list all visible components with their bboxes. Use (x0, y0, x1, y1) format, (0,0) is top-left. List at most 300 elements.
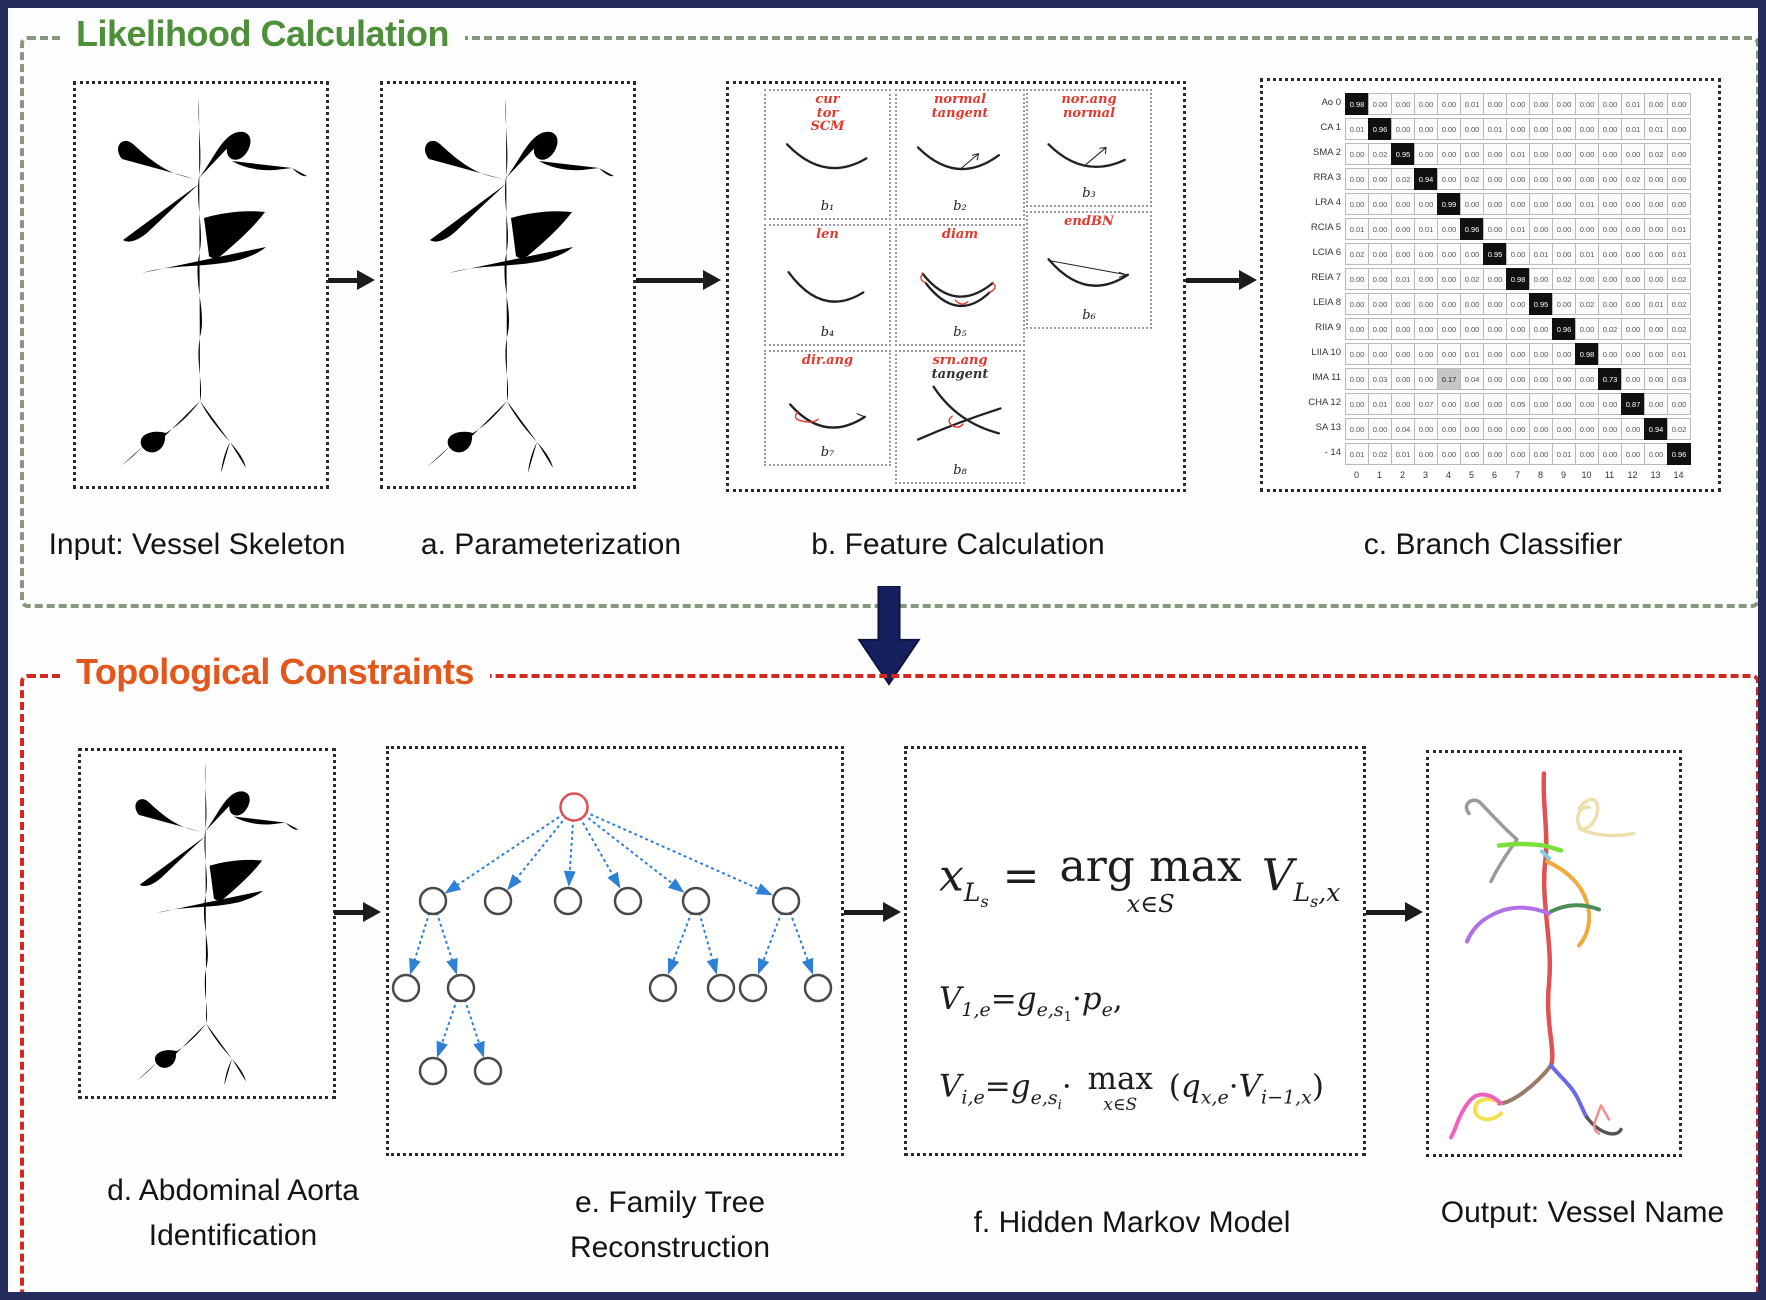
panel-input-vessel-skeleton (73, 81, 329, 489)
matrix-cell: 0.00 (1529, 268, 1553, 290)
matrix-cell: 0.00 (1667, 118, 1691, 140)
matrix-cell: 0.00 (1345, 268, 1369, 290)
matrix-cell: 0.00 (1437, 143, 1461, 165)
matrix-cell: 0.99 (1437, 193, 1461, 215)
matrix-cell: 0.02 (1460, 268, 1484, 290)
matrix-cell: 0.02 (1368, 443, 1392, 465)
matrix-cell: 0.96 (1368, 118, 1392, 140)
matrix-cell: 0.00 (1483, 418, 1507, 440)
matrix-cell: 0.02 (1644, 143, 1668, 165)
matrix-cell: 0.00 (1483, 143, 1507, 165)
matrix-cell: 0.05 (1506, 393, 1530, 415)
matrix-cell: 0.00 (1621, 343, 1645, 365)
matrix-cell: 0.01 (1414, 218, 1438, 240)
matrix-cell: 0.00 (1345, 193, 1369, 215)
matrix-cell: 0.01 (1391, 443, 1415, 465)
matrix-cell: 0.00 (1667, 143, 1691, 165)
feature-label: dir.ang (801, 353, 854, 368)
feature-labels (1028, 215, 1150, 229)
matrix-row (1293, 343, 1690, 365)
matrix-cell: 0.01 (1460, 93, 1484, 115)
matrix-cell: 0.00 (1368, 343, 1392, 365)
matrix-cell: 0.00 (1621, 193, 1645, 215)
feature-panel-caption: b₄ (820, 325, 835, 340)
labeled-vessel-sketch (1429, 753, 1679, 1154)
matrix-column-label: 7 (1514, 470, 1520, 480)
feature-panel-b₂ (895, 89, 1025, 220)
matrix-cell: 0.02 (1345, 243, 1369, 265)
matrix-cell: 0.00 (1621, 368, 1645, 390)
matrix-cell: 0.98 (1506, 268, 1530, 290)
matrix-cell: 0.00 (1345, 318, 1369, 340)
matrix-cell: 0.00 (1391, 193, 1415, 215)
feature-panel-caption: b₅ (953, 325, 967, 340)
matrix-cell: 0.00 (1414, 243, 1438, 265)
matrix-cell: 0.02 (1598, 318, 1622, 340)
matrix-column-label: 1 (1376, 470, 1382, 480)
feature-panel-caption: b₁ (820, 199, 835, 214)
matrix-cell: 0.00 (1529, 393, 1553, 415)
matrix-cell: 0.03 (1368, 368, 1392, 390)
matrix-cell: 0.00 (1414, 318, 1438, 340)
feature-label: tangent (931, 366, 989, 382)
feature-label: len (816, 227, 839, 242)
matrix-cell: 0.00 (1529, 168, 1553, 190)
matrix-cell: 0.00 (1575, 268, 1599, 290)
matrix-cell: 0.02 (1391, 168, 1415, 190)
feature-panel-caption: b₂ (953, 199, 967, 214)
feature-label: tor (816, 105, 839, 121)
matrix-cell: 0.00 (1460, 418, 1484, 440)
matrix-row-label: RRA 3 (1313, 172, 1341, 183)
matrix-column-label: 2 (1399, 470, 1405, 480)
matrix-cell: 0.00 (1575, 368, 1599, 390)
matrix-cell: 0.01 (1368, 393, 1392, 415)
matrix-cell: 0.00 (1506, 343, 1530, 365)
matrix-cell: 0.00 (1598, 418, 1622, 440)
matrix-cell: 0.00 (1552, 168, 1576, 190)
feature-panel-b₄ (764, 224, 891, 346)
matrix-cell: 0.95 (1529, 293, 1553, 315)
matrix-cell: 0.00 (1368, 168, 1392, 190)
matrix-cell: 0.00 (1414, 268, 1438, 290)
matrix-cell: 0.96 (1667, 443, 1691, 465)
matrix-cell: 0.00 (1391, 93, 1415, 115)
matrix-cell: 0.00 (1437, 118, 1461, 140)
matrix-cell: 0.00 (1667, 193, 1691, 215)
hmm-equation-init: $V_{1,e}=g_{e,s_1}\cdot p_e$, (939, 981, 1123, 1025)
matrix-cell: 0.03 (1667, 368, 1691, 390)
matrix-cell: 0.00 (1575, 418, 1599, 440)
matrix-cell: 0.00 (1483, 168, 1507, 190)
feature-curve-sketch (897, 121, 1023, 191)
matrix-cell: 0.00 (1575, 143, 1599, 165)
matrix-cell: 0.00 (1598, 343, 1622, 365)
matrix-cell: 0.00 (1391, 343, 1415, 365)
matrix-column-label: 10 (1581, 470, 1592, 480)
matrix-cell: 0.00 (1621, 268, 1645, 290)
feature-curve-sketch (897, 252, 1023, 322)
matrix-cell: 0.00 (1552, 393, 1576, 415)
matrix-cell: 0.00 (1506, 318, 1530, 340)
matrix-cell: 0.00 (1506, 443, 1530, 465)
matrix-cell: 0.00 (1621, 143, 1645, 165)
matrix-cell: 0.00 (1644, 218, 1668, 240)
matrix-cell: 0.00 (1552, 243, 1576, 265)
matrix-cell: 0.01 (1575, 193, 1599, 215)
tree-root-node (561, 794, 588, 821)
matrix-cell: 0.01 (1391, 268, 1415, 290)
matrix-column-label: 13 (1650, 470, 1661, 480)
matrix-cell: 0.00 (1552, 293, 1576, 315)
caption-parameterization: a. Parameterization (420, 528, 682, 561)
caption-input: Input: Vessel Skeleton (48, 528, 346, 561)
matrix-cell: 0.00 (1345, 368, 1369, 390)
matrix-cell: 0.00 (1644, 443, 1668, 465)
feature-panel-b₆ (1026, 211, 1152, 329)
matrix-cell: 0.00 (1598, 218, 1622, 240)
matrix-cell: 0.73 (1598, 368, 1622, 390)
matrix-cell: 0.00 (1644, 168, 1668, 190)
feature-labels (766, 354, 889, 368)
matrix-cell: 0.00 (1529, 418, 1553, 440)
matrix-row (1293, 368, 1690, 390)
matrix-row-label: IMA 11 (1312, 372, 1341, 383)
feature-labels (897, 93, 1023, 120)
matrix-cell: 0.00 (1552, 343, 1576, 365)
matrix-cell: 0.00 (1644, 393, 1668, 415)
matrix-cell: 0.00 (1644, 368, 1668, 390)
matrix-cell: 0.00 (1621, 443, 1645, 465)
matrix-cell: 0.00 (1368, 293, 1392, 315)
matrix-cell: 0.01 (1667, 218, 1691, 240)
feature-curve-sketch (766, 121, 889, 191)
feature-label: cur (815, 92, 840, 107)
feature-label: normal (933, 92, 987, 107)
matrix-cell: 0.00 (1621, 318, 1645, 340)
feature-curve-sketch (897, 382, 1023, 452)
matrix-cell: 0.00 (1529, 93, 1553, 115)
matrix-row-label: CA 1 (1320, 122, 1341, 133)
matrix-column-label: 9 (1560, 470, 1566, 480)
panel-branch-classifier (1260, 78, 1721, 492)
matrix-cell: 0.00 (1414, 93, 1438, 115)
matrix-cell: 0.00 (1460, 143, 1484, 165)
matrix-cell: 0.00 (1483, 218, 1507, 240)
hmm-equation-argmax: $x_{L_s}$ = arg max x∈S $V_{L_s,x}$ (939, 841, 1341, 918)
matrix-cell: 0.01 (1483, 118, 1507, 140)
feature-panel-caption: b₇ (820, 445, 835, 460)
matrix-cell: 0.00 (1667, 93, 1691, 115)
flow-arrow-param-to-feature (636, 278, 704, 283)
matrix-cell: 0.00 (1437, 243, 1461, 265)
caption-branch-classifier: c. Branch Classifier (1363, 528, 1623, 561)
matrix-cell: 0.00 (1552, 368, 1576, 390)
matrix-row-label: LCIA 6 (1312, 247, 1341, 258)
matrix-column-label: 11 (1604, 470, 1615, 480)
matrix-row-label: - 14 (1324, 447, 1341, 458)
matrix-cell: 0.00 (1506, 93, 1530, 115)
matrix-cell: 0.04 (1391, 418, 1415, 440)
family-tree-graph (389, 749, 841, 1153)
matrix-row-label: SA 13 (1315, 422, 1341, 433)
section-title-likelihood: Likelihood Calculation (60, 13, 465, 55)
matrix-cell: 0.00 (1460, 318, 1484, 340)
matrix-cell: 0.00 (1621, 293, 1645, 315)
matrix-cell: 0.00 (1598, 243, 1622, 265)
matrix-cell: 0.02 (1552, 268, 1576, 290)
caption-output: Output: Vessel Name (1440, 1196, 1725, 1229)
caption-hidden-markov-model: f. Hidden Markov Model (973, 1206, 1291, 1239)
panel-hidden-markov-model (904, 746, 1366, 1156)
matrix-cell: 0.00 (1598, 143, 1622, 165)
matrix-cell: 0.00 (1437, 293, 1461, 315)
matrix-row (1293, 443, 1690, 465)
matrix-cell: 0.00 (1483, 193, 1507, 215)
matrix-cell: 0.00 (1368, 418, 1392, 440)
matrix-row-label: CHA 12 (1308, 397, 1341, 408)
hmm-equation-recursion: $V_{i,e}=g_{e,s_i}\cdot$ max x∈S $(q_{x,e}\cdot V_{i-1,x})$ (939, 1061, 1324, 1115)
matrix-cell: 0.00 (1621, 418, 1645, 440)
matrix-cell: 0.98 (1345, 93, 1369, 115)
matrix-cell: 0.00 (1345, 393, 1369, 415)
matrix-cell: 0.00 (1506, 193, 1530, 215)
matrix-row (1293, 318, 1690, 340)
matrix-cell: 0.01 (1506, 218, 1530, 240)
matrix-cell: 0.00 (1529, 343, 1553, 365)
feature-panel-caption: b₆ (1082, 308, 1096, 323)
feature-label: normal (1062, 105, 1116, 121)
matrix-cell: 0.04 (1460, 368, 1484, 390)
matrix-cell: 0.96 (1460, 218, 1484, 240)
matrix-cell: 0.00 (1506, 368, 1530, 390)
matrix-row (1293, 393, 1690, 415)
matrix-cell: 0.02 (1460, 168, 1484, 190)
flow-arrow-tree-to-hmm (844, 910, 884, 915)
flow-arrow-hmm-to-output (1366, 910, 1406, 915)
caption-family-tree: e. Family Tree Reconstruction (569, 1186, 771, 1264)
matrix-row (1293, 418, 1690, 440)
feature-label: diam (941, 227, 979, 242)
matrix-cell: 0.00 (1529, 443, 1553, 465)
matrix-cell: 0.00 (1391, 118, 1415, 140)
matrix-row (1293, 268, 1690, 290)
matrix-row (1293, 118, 1690, 140)
matrix-cell: 0.96 (1552, 318, 1576, 340)
feature-labels (1028, 93, 1150, 120)
matrix-cell: 0.00 (1644, 268, 1668, 290)
feature-panel-b₇ (764, 350, 891, 466)
matrix-cell: 0.00 (1437, 393, 1461, 415)
matrix-cell: 0.00 (1667, 168, 1691, 190)
matrix-cell: 0.00 (1483, 443, 1507, 465)
matrix-cell: 0.00 (1598, 443, 1622, 465)
matrix-row-label: RCIA 5 (1310, 222, 1341, 233)
matrix-cell: 0.00 (1552, 218, 1576, 240)
matrix-cell: 0.00 (1460, 293, 1484, 315)
matrix-cell: 0.98 (1575, 343, 1599, 365)
matrix-cell: 0.01 (1644, 118, 1668, 140)
matrix-cell: 0.00 (1460, 443, 1484, 465)
matrix-cell: 0.00 (1483, 293, 1507, 315)
matrix-cell: 0.01 (1345, 218, 1369, 240)
matrix-cell: 0.00 (1552, 418, 1576, 440)
matrix-cell: 0.00 (1529, 118, 1553, 140)
matrix-cell: 0.95 (1483, 243, 1507, 265)
matrix-cell: 0.00 (1345, 418, 1369, 440)
matrix-row-label: LIIA 10 (1311, 347, 1341, 358)
matrix-cell: 0.01 (1529, 243, 1553, 265)
matrix-row-label: RIIA 9 (1315, 322, 1341, 333)
matrix-cell: 0.00 (1621, 218, 1645, 240)
matrix-cell: 0.00 (1437, 418, 1461, 440)
matrix-cell: 0.00 (1575, 118, 1599, 140)
matrix-cell: 0.00 (1598, 168, 1622, 190)
flow-arrow-feature-to-classifier (1186, 278, 1240, 283)
matrix-cell: 0.94 (1414, 168, 1438, 190)
matrix-cell: 0.00 (1598, 393, 1622, 415)
matrix-cell: 0.00 (1437, 168, 1461, 190)
feature-curve-sketch (766, 378, 889, 448)
matrix-row (1293, 243, 1690, 265)
matrix-cell: 0.00 (1345, 343, 1369, 365)
matrix-cell: 0.00 (1575, 393, 1599, 415)
feature-curve-sketch (766, 252, 889, 322)
aorta-highlighted-skeleton-sketch (81, 751, 333, 1096)
feature-label: srn.ang (932, 353, 988, 368)
feature-label: SCM (810, 119, 845, 135)
matrix-cell: 0.00 (1575, 443, 1599, 465)
matrix-cell: 0.00 (1414, 293, 1438, 315)
matrix-row-label: LEIA 8 (1313, 297, 1341, 308)
matrix-cell: 0.00 (1644, 243, 1668, 265)
matrix-row-label: REIA 7 (1311, 272, 1341, 283)
matrix-column-label: 4 (1445, 470, 1451, 480)
matrix-cell: 0.00 (1552, 93, 1576, 115)
matrix-row-label: SMA 2 (1313, 147, 1341, 158)
section-title-topological: Topological Constraints (60, 651, 490, 693)
matrix-cell: 0.00 (1644, 193, 1668, 215)
matrix-cell: 0.01 (1575, 243, 1599, 265)
panel-feature-calculation (726, 81, 1186, 492)
matrix-cell: 0.00 (1644, 318, 1668, 340)
matrix-cell: 0.00 (1414, 368, 1438, 390)
matrix-cell: 0.00 (1414, 193, 1438, 215)
matrix-cell: 0.02 (1667, 318, 1691, 340)
matrix-cell: 0.00 (1529, 143, 1553, 165)
matrix-row-label: LRA 4 (1315, 197, 1341, 208)
matrix-row (1293, 293, 1690, 315)
matrix-column-label: 14 (1673, 470, 1684, 480)
matrix-cell: 0.00 (1391, 393, 1415, 415)
matrix-cell: 0.00 (1575, 168, 1599, 190)
matrix-cell: 0.01 (1667, 343, 1691, 365)
matrix-cell: 0.00 (1345, 168, 1369, 190)
panel-abdominal-aorta-identification (78, 748, 336, 1099)
matrix-cell: 0.00 (1345, 143, 1369, 165)
matrix-cell: 0.01 (1345, 118, 1369, 140)
feature-panel-b₁ (764, 89, 891, 220)
matrix-cell: 0.00 (1345, 293, 1369, 315)
matrix-cell: 0.00 (1644, 93, 1668, 115)
matrix-cell: 0.00 (1414, 443, 1438, 465)
matrix-cell: 0.00 (1667, 393, 1691, 415)
matrix-cell: 0.00 (1598, 93, 1622, 115)
matrix-cell: 0.00 (1483, 343, 1507, 365)
matrix-cell: 0.00 (1368, 193, 1392, 215)
feature-panel-caption: b₈ (953, 463, 967, 478)
matrix-row (1293, 143, 1690, 165)
matrix-column-label: 6 (1491, 470, 1497, 480)
matrix-cell: 0.00 (1460, 118, 1484, 140)
matrix-cell: 0.00 (1483, 268, 1507, 290)
matrix-cell: 0.00 (1575, 318, 1599, 340)
matrix-cell: 0.00 (1506, 118, 1530, 140)
matrix-cell: 0.00 (1437, 93, 1461, 115)
feature-labels (766, 228, 889, 242)
matrix-cell: 0.00 (1368, 268, 1392, 290)
matrix-cell: 0.01 (1621, 118, 1645, 140)
matrix-cell: 0.00 (1460, 243, 1484, 265)
matrix-cell: 0.00 (1437, 443, 1461, 465)
matrix-cell: 0.01 (1667, 243, 1691, 265)
matrix-cell: 0.00 (1368, 318, 1392, 340)
matrix-cell: 0.02 (1667, 418, 1691, 440)
matrix-cell: 0.00 (1598, 293, 1622, 315)
panel-family-tree-reconstruction (386, 746, 844, 1156)
matrix-cell: 0.00 (1368, 93, 1392, 115)
matrix-cell: 0.94 (1644, 418, 1668, 440)
matrix-cell: 0.07 (1414, 393, 1438, 415)
feature-panel-b₃ (1026, 89, 1152, 207)
matrix-cell: 0.00 (1437, 318, 1461, 340)
matrix-cell: 0.00 (1552, 118, 1576, 140)
matrix-cell: 0.00 (1460, 193, 1484, 215)
matrix-cell: 0.00 (1529, 368, 1553, 390)
matrix-cell: 0.01 (1644, 293, 1668, 315)
matrix-cell: 0.00 (1391, 318, 1415, 340)
matrix-cell: 0.00 (1368, 218, 1392, 240)
matrix-cell: 0.00 (1460, 393, 1484, 415)
matrix-row (1293, 93, 1690, 115)
matrix-column-label: 8 (1537, 470, 1543, 480)
matrix-cell: 0.01 (1621, 93, 1645, 115)
feature-panel-b₅ (895, 224, 1025, 346)
feature-label: nor.ang (1061, 92, 1117, 107)
feature-labels (897, 354, 1023, 381)
matrix-cell: 0.00 (1575, 218, 1599, 240)
matrix-cell: 0.02 (1621, 168, 1645, 190)
panel-output-vessel-name (1426, 750, 1682, 1157)
caption-feature-calculation: b. Feature Calculation (811, 528, 1105, 561)
feature-label: tangent (931, 105, 989, 121)
matrix-cell: 0.00 (1437, 268, 1461, 290)
matrix-cell: 0.02 (1368, 143, 1392, 165)
flow-arrow-input-to-param (328, 278, 358, 283)
matrix-cell: 0.00 (1483, 93, 1507, 115)
caption-aorta-identification: d. Abdominal Aorta Identification (107, 1174, 359, 1252)
matrix-cell: 0.00 (1598, 268, 1622, 290)
feature-panel-b₈ (895, 350, 1025, 484)
matrix-cell: 0.00 (1506, 168, 1530, 190)
matrix-row (1293, 168, 1690, 190)
matrix-cell: 0.02 (1667, 293, 1691, 315)
matrix-cell: 0.00 (1506, 243, 1530, 265)
matrix-column-label: 0 (1353, 470, 1359, 480)
matrix-cell: 0.00 (1621, 243, 1645, 265)
matrix-column-label: 12 (1627, 470, 1638, 480)
matrix-column-label: 3 (1422, 470, 1428, 480)
